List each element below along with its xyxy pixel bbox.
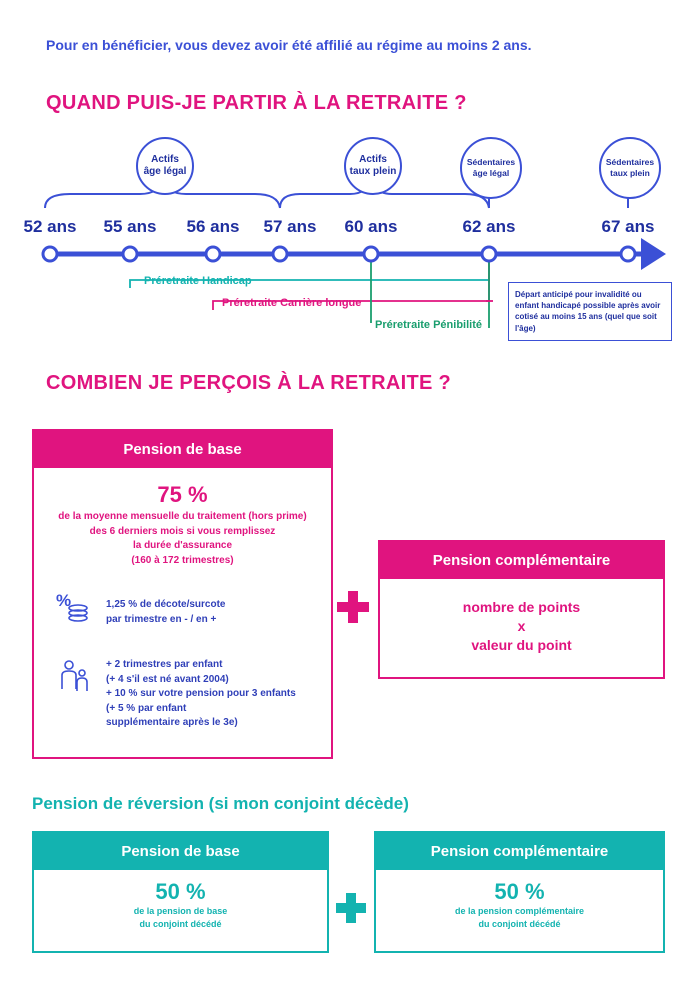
percent-coins-icon bbox=[54, 589, 90, 630]
section-title-reversion: Pension de réversion (si mon conjoint décède) bbox=[32, 794, 409, 813]
timeline-node-56 bbox=[206, 247, 220, 261]
reversion-base-header: Pension de base bbox=[34, 833, 327, 870]
section-title-when: QUAND PUIS-JE PARTIR À LA RETRAITE ? bbox=[46, 92, 467, 114]
timeline-node-62 bbox=[482, 247, 496, 261]
intro-text: Pour en bénéficier, vous devez avoir été affilié au régime au moins 2 ans. bbox=[46, 37, 532, 53]
reversion-complementary-description: de la pension complémentaire du conjoint décédé bbox=[454, 906, 585, 930]
reversion-base-percent: 50 % bbox=[155, 879, 206, 904]
complementary-pension-card bbox=[378, 540, 665, 679]
base-pension-percent: 75 % bbox=[157, 482, 208, 507]
age-label-60: 60 ans bbox=[344, 217, 398, 236]
section-title-how-much: COMBIEN JE PERÇOIS À LA RETRAITE ? bbox=[46, 372, 452, 394]
plus-icon-reversion bbox=[336, 893, 366, 923]
base-pension-header: Pension de base bbox=[34, 431, 331, 468]
enfants-text: + 2 trimestres par enfant (+ 4 s'il est né avant 2004) + 10 % sur votre pension pour 3 enfants (+ 5 % par enfant supplémentaire après le 3e) bbox=[106, 659, 296, 728]
base-pension-card bbox=[32, 429, 333, 759]
decote-text: 1,25 % de décote/surcote par trimestre en - / en + bbox=[106, 599, 226, 625]
age-label-55: 55 ans bbox=[103, 217, 157, 236]
family-icon bbox=[60, 659, 90, 700]
reversion-complementary-card bbox=[374, 831, 665, 953]
preretraite-carriere-longue: Préretraite Carrière longue bbox=[222, 297, 362, 309]
timeline-node-60 bbox=[364, 247, 378, 261]
age-label-56: 56 ans bbox=[186, 217, 240, 236]
timeline-node-67 bbox=[621, 247, 635, 261]
preretraite-penibilite: Préretraite Pénibilité bbox=[375, 319, 482, 331]
circle-actifs-taux-plein: Actifs taux plein bbox=[344, 137, 402, 195]
plus-icon bbox=[337, 591, 369, 623]
circle-sedentaires-taux-plein: Sédentaires taux plein bbox=[599, 137, 661, 199]
early-departure-note: Départ anticipé pour invalidité ou enfant handicapé possible après avoir cotisé au moins 15 ans (quel que soit l'âge) bbox=[508, 282, 672, 341]
complementary-pension-header: Pension complémentaire bbox=[380, 542, 663, 579]
reversion-base-card bbox=[32, 831, 329, 953]
age-label-52: 52 ans bbox=[23, 217, 77, 236]
complementary-pension-formula: nombre de points x valeur du point bbox=[462, 599, 581, 653]
timeline-node-55 bbox=[123, 247, 137, 261]
reversion-complementary-header: Pension complémentaire bbox=[376, 833, 663, 870]
reversion-complementary-percent: 50 % bbox=[494, 879, 545, 904]
age-label-57: 57 ans bbox=[263, 217, 317, 236]
timeline-node-52 bbox=[43, 247, 57, 261]
circle-actifs-age-legal: Actifs âge légal bbox=[136, 137, 194, 195]
reversion-base-description: de la pension de base du conjoint décédé bbox=[133, 906, 228, 930]
preretraite-handicap: Préretraite Handicap bbox=[144, 275, 252, 287]
age-label-67: 67 ans bbox=[601, 217, 655, 236]
circle-sedentaires-age-legal: Sédentaires âge légal bbox=[460, 137, 522, 199]
base-pension-description: de la moyenne mensuelle du traitement (hors prime) des 6 derniers mois si vous remplissez la durée d'assurance (160 à 172 trimestres) bbox=[58, 511, 307, 566]
svg-text:%: % bbox=[56, 591, 72, 610]
age-label-62: 62 ans bbox=[462, 217, 516, 236]
timeline-node-57 bbox=[273, 247, 287, 261]
